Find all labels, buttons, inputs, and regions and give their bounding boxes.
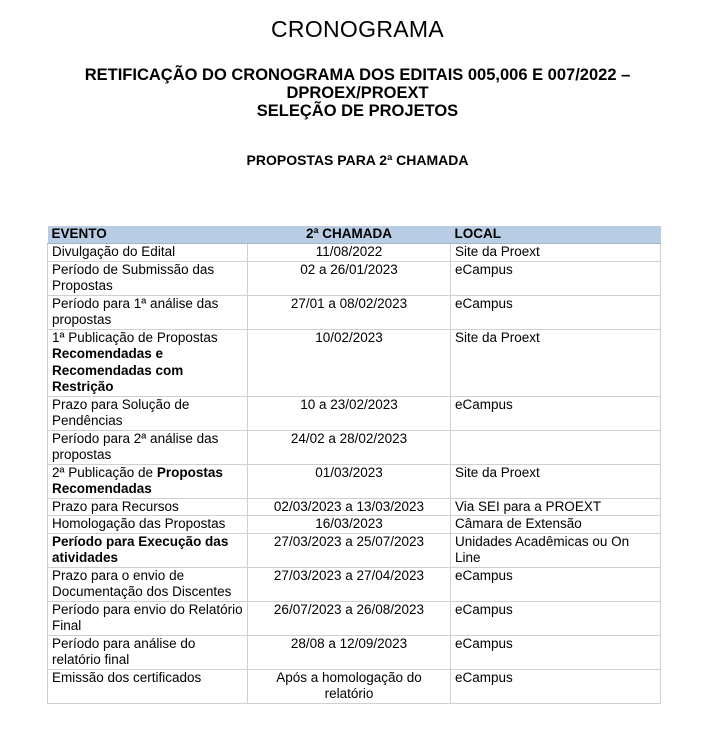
table-row xyxy=(48,430,661,464)
cell-date: 28/08 a 12/09/2023 xyxy=(248,635,451,669)
document-subtitle xyxy=(0,66,715,120)
page-title: CRONOGRAMA xyxy=(271,16,444,42)
cell-local: Unidades Acadêmicas ou On Line xyxy=(451,533,661,567)
cell-event xyxy=(48,261,248,295)
cell-local: Site da Proext xyxy=(451,329,661,396)
cell-event xyxy=(48,464,248,498)
cell-date: Após a homologação do relatório xyxy=(248,669,451,703)
header-evento: EVENTO xyxy=(48,226,248,244)
section-heading: PROPOSTAS PARA 2ª CHAMADA xyxy=(246,152,469,168)
table-row xyxy=(48,244,661,262)
event-text: Período para 1ª análise das propostas xyxy=(52,295,219,327)
cell-local: Site da Proext xyxy=(451,244,661,262)
cell-event xyxy=(48,567,248,601)
cell-local xyxy=(451,430,661,464)
cell-local: eCampus xyxy=(451,261,661,295)
cell-date: 02/03/2023 a 13/03/2023 xyxy=(248,498,451,516)
cell-event xyxy=(48,669,248,703)
cell-event xyxy=(48,430,248,464)
subtitle-line-1: RETIFICAÇÃO DO CRONOGRAMA DOS EDITAIS 005,006 E 007/2022 – xyxy=(84,66,631,84)
cell-event xyxy=(48,244,248,262)
header-chamada: 2ª CHAMADA xyxy=(248,226,451,244)
event-text: Prazo para Solução de Pendências xyxy=(52,396,190,428)
cell-date: 10/02/2023 xyxy=(248,329,451,396)
cell-date: 10 a 23/02/2023 xyxy=(248,396,451,430)
cell-event xyxy=(48,635,248,669)
table-row xyxy=(48,464,661,498)
cell-date: 27/03/2023 a 25/07/2023 xyxy=(248,533,451,567)
event-text: Homologação das Propostas xyxy=(52,516,226,531)
cell-local: eCampus xyxy=(451,295,661,329)
event-text: Período para 2ª análise das propostas xyxy=(52,430,219,462)
schedule-table xyxy=(47,226,661,704)
event-text: Período para análise do relatório final xyxy=(52,635,196,667)
event-text: Período de Submissão das Propostas xyxy=(52,261,215,293)
cell-event xyxy=(48,533,248,567)
cell-date: 27/01 a 08/02/2023 xyxy=(248,295,451,329)
table-row xyxy=(48,396,661,430)
event-text: Recomendadas e Recomendadas com Restrição xyxy=(52,346,184,394)
event-text: Propostas Recomendadas xyxy=(52,464,223,496)
cell-local: eCampus xyxy=(451,601,661,635)
event-text: 2ª Publicação de xyxy=(52,464,157,480)
cell-event xyxy=(48,498,248,516)
cell-date: 24/02 a 28/02/2023 xyxy=(248,430,451,464)
table-row xyxy=(48,669,661,703)
cell-date: 16/03/2023 xyxy=(248,516,451,534)
header-local: LOCAL xyxy=(451,226,661,244)
event-text: Prazo para o envio de Documentação dos Discentes xyxy=(52,567,232,599)
event-text: Emissão dos certificados xyxy=(52,669,202,685)
cell-local: Câmara de Extensão xyxy=(451,516,661,534)
subtitle-line-2: DPROEX/PROEXT xyxy=(286,84,429,102)
cell-date: 01/03/2023 xyxy=(248,464,451,498)
table-row xyxy=(48,516,661,534)
table-row xyxy=(48,261,661,295)
cell-event xyxy=(48,601,248,635)
cell-local: eCampus xyxy=(451,635,661,669)
cell-local: eCampus xyxy=(451,669,661,703)
table-header-row xyxy=(48,226,661,244)
cell-event xyxy=(48,516,248,534)
table-row xyxy=(48,329,661,396)
table-row xyxy=(48,498,661,516)
cell-local: Via SEI para a PROEXT xyxy=(451,498,661,516)
event-text: Divulgação do Edital xyxy=(52,244,176,259)
cell-date: 02 a 26/01/2023 xyxy=(248,261,451,295)
subtitle-line-3: SELEÇÃO DE PROJETOS xyxy=(256,102,459,120)
event-text: Prazo para Recursos xyxy=(52,498,179,514)
cell-local: eCampus xyxy=(451,396,661,430)
cell-local: Site da Proext xyxy=(451,464,661,498)
event-text: Período para envio do Relatório Final xyxy=(52,601,243,633)
event-text: 1ª Publicação de Propostas xyxy=(52,329,218,345)
table-row xyxy=(48,295,661,329)
cell-date: 27/03/2023 a 27/04/2023 xyxy=(248,567,451,601)
cell-event xyxy=(48,329,248,396)
cell-event xyxy=(48,295,248,329)
event-text: Período para Execução das atividades xyxy=(52,533,229,565)
table-row xyxy=(48,533,661,567)
cell-local: eCampus xyxy=(451,567,661,601)
cell-date: 26/07/2023 a 26/08/2023 xyxy=(248,601,451,635)
table-row xyxy=(48,567,661,601)
table-row xyxy=(48,635,661,669)
table-row xyxy=(48,601,661,635)
cell-date: 11/08/2022 xyxy=(248,244,451,262)
cell-event xyxy=(48,396,248,430)
